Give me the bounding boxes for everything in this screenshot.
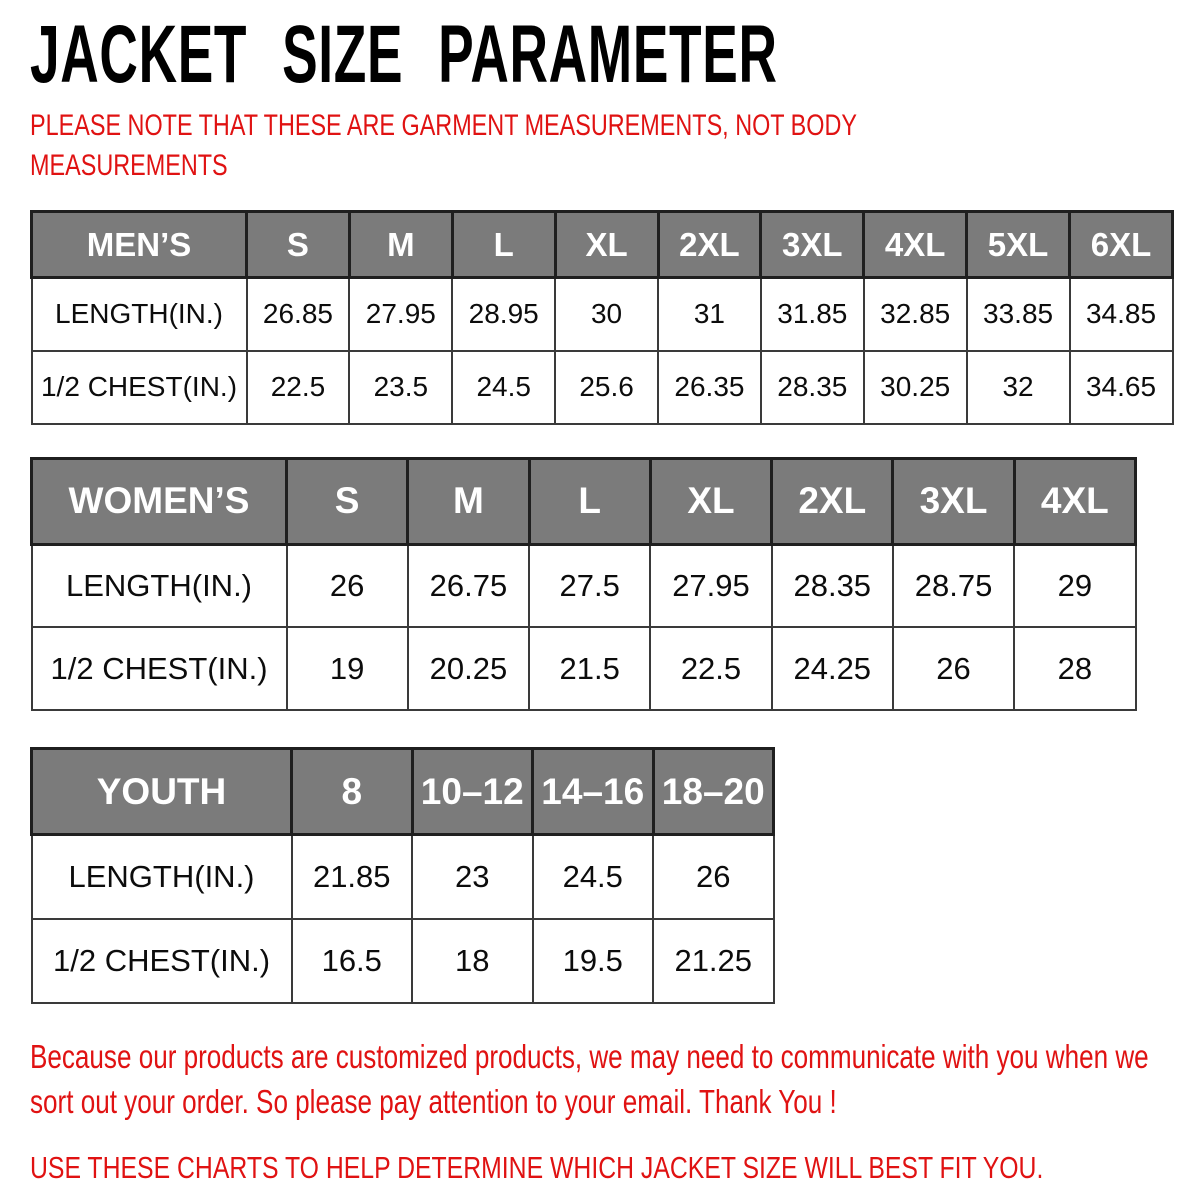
measurement-row xyxy=(32,278,1173,351)
row-label-cell: 1/2 CHEST(IN.) xyxy=(32,919,292,1003)
womens-size-table xyxy=(30,457,1200,712)
size-header-cell: S xyxy=(287,458,408,544)
mens-size-table xyxy=(30,210,1200,425)
value-cell: 24.5 xyxy=(533,835,654,919)
value-cell: 32.85 xyxy=(864,278,967,351)
row-label-cell: LENGTH(IN.) xyxy=(32,278,247,351)
value-cell: 27.95 xyxy=(650,544,771,627)
value-cell: 18 xyxy=(412,919,533,1003)
size-header-row xyxy=(32,749,774,835)
value-cell: 26.75 xyxy=(408,544,529,627)
value-cell: 22.5 xyxy=(650,627,771,710)
size-header-cell: 3XL xyxy=(761,212,864,278)
value-cell: 30 xyxy=(555,278,658,351)
size-header-cell: 2XL xyxy=(772,458,893,544)
value-cell: 24.5 xyxy=(452,351,555,424)
row-label-cell: 1/2 CHEST(IN.) xyxy=(32,627,287,710)
value-cell: 28.35 xyxy=(761,351,864,424)
value-cell: 19 xyxy=(287,627,408,710)
youth-size-table xyxy=(30,747,1200,1004)
chart-usage-advice: USE THESE CHARTS TO HELP DETERMINE WHICH JACKET SIZE WILL BEST FIT YOU. xyxy=(30,1149,1044,1185)
size-table xyxy=(30,747,775,1004)
garment-measurement-note: PLEASE NOTE THAT THESE ARE GARMENT MEASUREMENTS, NOT BODY MEASUREMENTS xyxy=(30,109,857,182)
value-cell: 16.5 xyxy=(292,919,413,1003)
value-cell: 28.35 xyxy=(772,544,893,627)
size-header-cell: 4XL xyxy=(864,212,967,278)
value-cell: 34.65 xyxy=(1070,351,1173,424)
value-cell: 24.25 xyxy=(772,627,893,710)
size-header-cell: XL xyxy=(650,458,771,544)
value-cell: 26.35 xyxy=(658,351,761,424)
row-label-cell: 1/2 CHEST(IN.) xyxy=(32,351,247,424)
size-header-cell: S xyxy=(247,212,350,278)
size-header-cell: 18–20 xyxy=(653,749,774,835)
table-name-cell: WOMEN’S xyxy=(32,458,287,544)
value-cell: 20.25 xyxy=(408,627,529,710)
value-cell: 27.5 xyxy=(529,544,650,627)
size-header-cell: 14–16 xyxy=(533,749,654,835)
page-title: JACKET SIZE PARAMETER xyxy=(30,9,778,100)
value-cell: 31.85 xyxy=(761,278,864,351)
size-header-cell: 8 xyxy=(292,749,413,835)
size-header-cell: L xyxy=(452,212,555,278)
value-cell: 30.25 xyxy=(864,351,967,424)
size-header-cell: M xyxy=(408,458,529,544)
customization-notice: Because our products are customized products, we may need to communicate with you when we sort out your order. So please pay attention to your email. Thank You ! xyxy=(30,1037,1149,1120)
value-cell: 27.95 xyxy=(349,278,452,351)
value-cell: 29 xyxy=(1014,544,1135,627)
size-header-cell: 3XL xyxy=(893,458,1014,544)
size-header-cell: 2XL xyxy=(658,212,761,278)
value-cell: 23.5 xyxy=(349,351,452,424)
value-cell: 26 xyxy=(653,835,774,919)
value-cell: 28 xyxy=(1014,627,1135,710)
measurement-row xyxy=(32,351,1173,424)
value-cell: 21.5 xyxy=(529,627,650,710)
row-label-cell: LENGTH(IN.) xyxy=(32,835,292,919)
value-cell: 22.5 xyxy=(247,351,350,424)
value-cell: 21.85 xyxy=(292,835,413,919)
table-name-cell: MEN’S xyxy=(32,212,247,278)
size-header-cell: 4XL xyxy=(1014,458,1135,544)
value-cell: 26 xyxy=(893,627,1014,710)
value-cell: 33.85 xyxy=(967,278,1070,351)
value-cell: 26 xyxy=(287,544,408,627)
size-table xyxy=(30,457,1137,712)
size-header-row xyxy=(32,458,1136,544)
size-header-cell: XL xyxy=(555,212,658,278)
measurement-row xyxy=(32,919,774,1003)
row-label-cell: LENGTH(IN.) xyxy=(32,544,287,627)
size-header-row xyxy=(32,212,1173,278)
size-table xyxy=(30,210,1174,425)
value-cell: 19.5 xyxy=(533,919,654,1003)
value-cell: 21.25 xyxy=(653,919,774,1003)
size-header-cell: 5XL xyxy=(967,212,1070,278)
value-cell: 28.95 xyxy=(452,278,555,351)
table-name-cell: YOUTH xyxy=(32,749,292,835)
value-cell: 34.85 xyxy=(1070,278,1173,351)
measurement-row xyxy=(32,627,1136,710)
value-cell: 25.6 xyxy=(555,351,658,424)
value-cell: 26.85 xyxy=(247,278,350,351)
size-header-cell: 10–12 xyxy=(412,749,533,835)
value-cell: 32 xyxy=(967,351,1070,424)
measurement-row xyxy=(32,544,1136,627)
value-cell: 23 xyxy=(412,835,533,919)
measurement-row xyxy=(32,835,774,919)
size-header-cell: L xyxy=(529,458,650,544)
value-cell: 31 xyxy=(658,278,761,351)
size-header-cell: M xyxy=(349,212,452,278)
size-header-cell: 6XL xyxy=(1070,212,1173,278)
value-cell: 28.75 xyxy=(893,544,1014,627)
